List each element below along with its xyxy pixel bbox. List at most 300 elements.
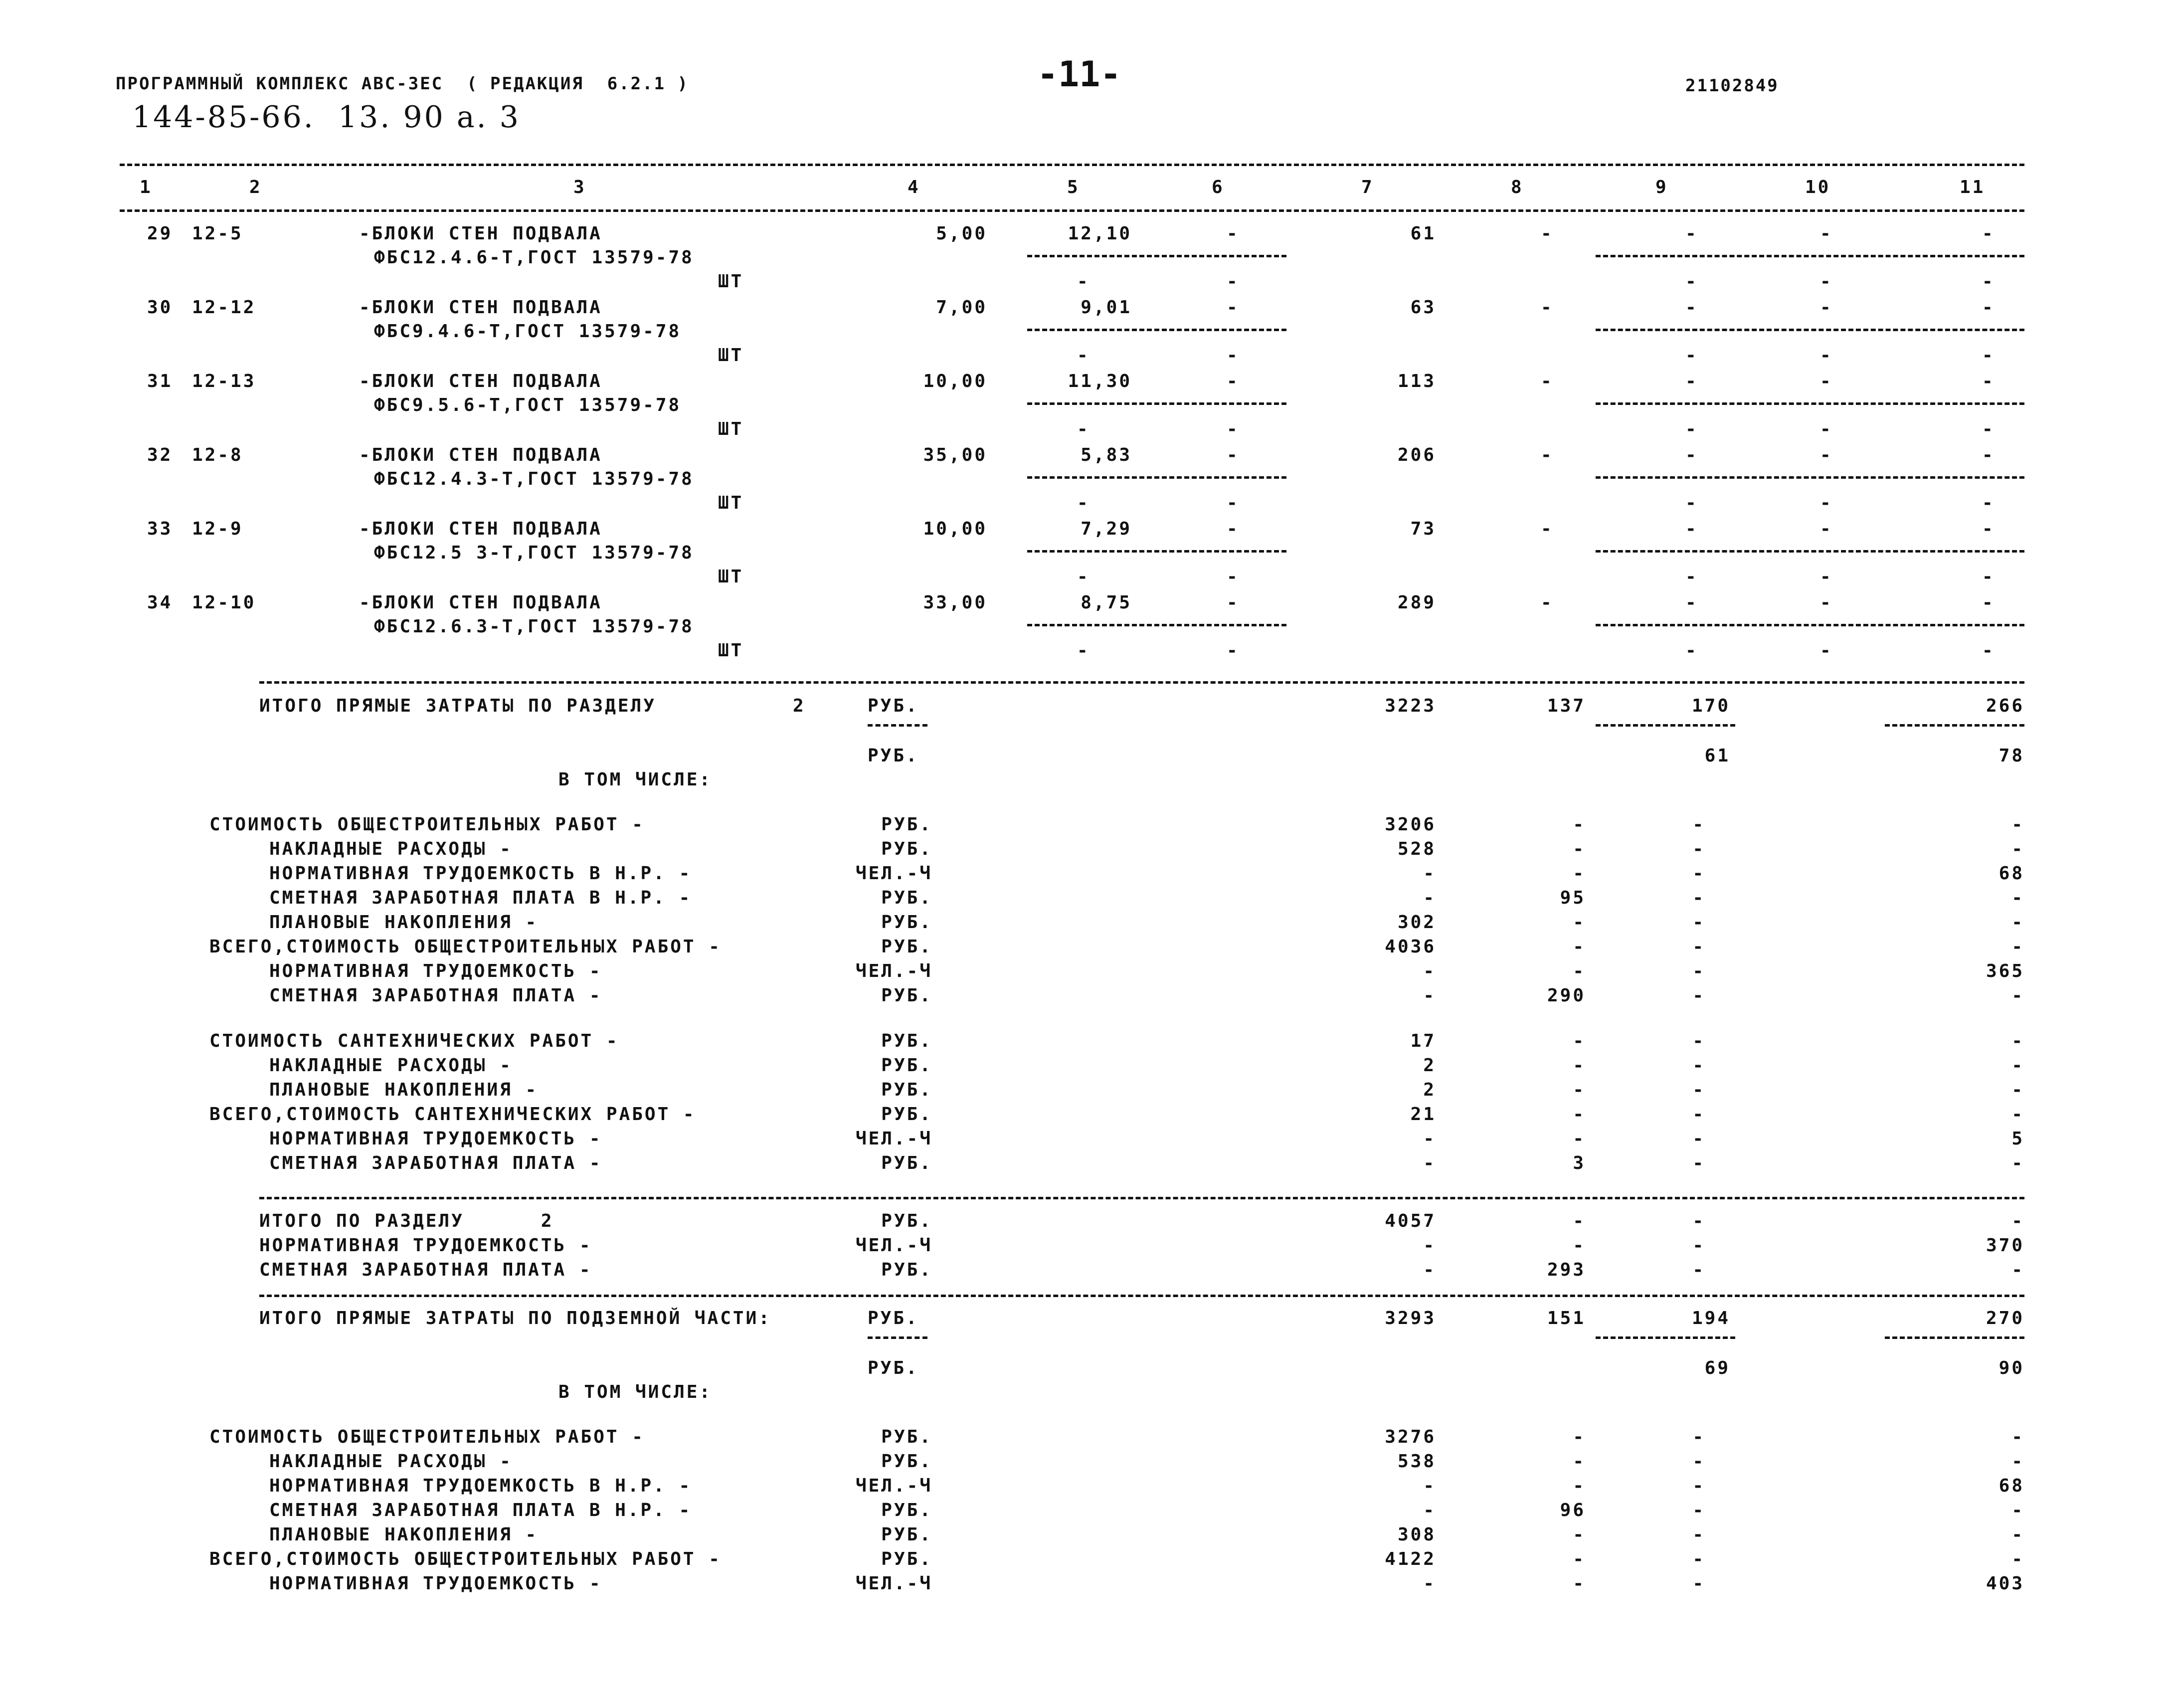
unit-rub-second: РУБ. (868, 1358, 919, 1378)
item-spec: ФБС12.4.6-Т,ГОСТ 13579-78 (374, 247, 694, 268)
summary-row-col9: - (1692, 1549, 1705, 1569)
summary-row-col9: - (1692, 912, 1705, 933)
summary-row-label: СМЕТНАЯ ЗАРАБОТНАЯ ПЛАТА В Н.Р. - (269, 888, 692, 908)
item-col8-value: - (1541, 445, 1554, 465)
item-code: 12-9 (192, 519, 243, 539)
section-total-col7: - (1423, 1235, 1436, 1256)
summary-row-col8: - (1573, 1031, 1586, 1051)
item-sub-rule (1027, 255, 1286, 257)
summary-row-col7: 4122 (1385, 1549, 1436, 1569)
summary-row-unit: РУБ. (881, 912, 932, 933)
summary-row-unit: ЧЕЛ.-Ч (855, 961, 932, 981)
section-total-col9: - (1692, 1235, 1705, 1256)
summary-row-unit: РУБ. (881, 888, 932, 908)
column-header-10: 10 (1805, 177, 1831, 197)
item-col6-value: - (1227, 297, 1240, 318)
section-number: 2 (793, 696, 806, 716)
direct-total: 3293 (1385, 1308, 1436, 1328)
item-number: 34 (147, 592, 173, 613)
item-col8-value: - (1541, 223, 1554, 244)
col9-rule (1596, 724, 1735, 727)
summary-row-col9: - (1692, 1476, 1705, 1496)
summary-row-label: СМЕТНАЯ ЗАРАБОТНАЯ ПЛАТА В Н.Р. - (269, 1500, 692, 1520)
item-col8-value: - (1541, 519, 1554, 539)
summary-row-col9: - (1692, 1153, 1705, 1173)
item-col9-value: - (1685, 223, 1698, 244)
summary-row-col8: - (1573, 961, 1586, 981)
summary-row-col7: 3276 (1385, 1427, 1436, 1447)
item-unit: ШТ (718, 567, 744, 587)
item-col8-value: - (1541, 592, 1554, 613)
item-quantity: 10,00 (923, 371, 987, 391)
including-heading: В ТОМ ЧИСЛЕ: (558, 1382, 713, 1402)
section-total-col8: 293 (1547, 1260, 1586, 1280)
item-sub-rule-right (1596, 624, 2024, 626)
item-sub-rule (1027, 402, 1286, 405)
item-quantity: 35,00 (923, 445, 987, 465)
item-unit-price: 7,29 (1081, 519, 1132, 539)
item-total: 61 (1410, 223, 1436, 244)
summary-row-col7: 3206 (1385, 814, 1436, 835)
item-code: 12-8 (192, 445, 243, 465)
item-col6-sub: - (1227, 493, 1240, 513)
summary-row-unit: РУБ. (881, 1500, 932, 1520)
doc-number: 21102849 (1685, 76, 1779, 96)
summary-row-unit: РУБ. (881, 1451, 932, 1472)
section-rule-3 (259, 1295, 2024, 1297)
summary-row-col7: 528 (1397, 839, 1436, 859)
summary-row-label: СТОИМОСТЬ ОБЩЕСТРОИТЕЛЬНЫХ РАБОТ - (209, 1427, 645, 1447)
item-col9-value: - (1685, 297, 1698, 318)
item-col10-sub: - (1820, 493, 1833, 513)
col11-rule (1885, 1336, 2024, 1339)
direct-col11-second: 90 (1998, 1358, 2024, 1378)
item-col6-value: - (1227, 223, 1240, 244)
item-col10-value: - (1820, 592, 1833, 613)
section-total-label: СМЕТНАЯ ЗАРАБОТНАЯ ПЛАТА - (259, 1260, 592, 1280)
summary-row-unit: ЧЕЛ.-Ч (855, 1476, 932, 1496)
item-col11-sub: - (1982, 567, 1995, 587)
item-col5-sub: - (1077, 419, 1090, 439)
summary-row-unit: РУБ. (881, 937, 932, 957)
item-col6-value: - (1227, 445, 1240, 465)
direct-col9-second: 61 (1704, 746, 1730, 766)
item-col11-value: - (1982, 519, 1995, 539)
item-col6-sub: - (1227, 345, 1240, 366)
item-unit: ШТ (718, 271, 744, 292)
summary-row-label: ВСЕГО,СТОИМОСТЬ САНТЕХНИЧЕСКИХ РАБОТ - (209, 1104, 696, 1125)
summary-row-col7: 538 (1397, 1451, 1436, 1472)
summary-row-col8: - (1573, 1524, 1586, 1545)
item-total: 206 (1397, 445, 1436, 465)
summary-row-col9: - (1692, 1524, 1705, 1545)
summary-row-col9: - (1692, 863, 1705, 884)
direct-col11: 270 (1986, 1308, 2024, 1328)
item-number: 29 (147, 223, 173, 244)
section-total-col11: - (2011, 1260, 2024, 1280)
summary-row-col8: 290 (1547, 985, 1586, 1006)
column-header-4: 4 (908, 177, 920, 197)
item-name: -БЛОКИ СТЕН ПОДВАЛА (359, 519, 602, 539)
item-quantity: 7,00 (936, 297, 987, 318)
section-total-col9: - (1692, 1211, 1705, 1231)
col11-rule (1885, 724, 2024, 727)
col9-rule (1596, 1336, 1735, 1339)
item-col6-value: - (1227, 371, 1240, 391)
direct-costs-label: ИТОГО ПРЯМЫЕ ЗАТРАТЫ ПО ПОДЗЕМНОЙ ЧАСТИ: (259, 1308, 771, 1328)
section-total-col9: - (1692, 1260, 1705, 1280)
summary-row-col7: - (1423, 1573, 1436, 1594)
summary-row-col11: - (2011, 1153, 2024, 1173)
unit-rub-second: РУБ. (868, 746, 919, 766)
summary-row-col8: - (1573, 863, 1586, 884)
item-col9-value: - (1685, 445, 1698, 465)
item-unit-price: 8,75 (1081, 592, 1132, 613)
item-col6-value: - (1227, 592, 1240, 613)
summary-row-col11: - (2011, 1549, 2024, 1569)
direct-col9-second: 69 (1704, 1358, 1730, 1378)
summary-row-col9: - (1692, 937, 1705, 957)
summary-row-label: СТОИМОСТЬ ОБЩЕСТРОИТЕЛЬНЫХ РАБОТ - (209, 814, 645, 835)
summary-row-col9: - (1692, 839, 1705, 859)
summary-row-unit: РУБ. (881, 1524, 932, 1545)
summary-row-col11: - (2011, 814, 2024, 835)
column-header-5: 5 (1067, 177, 1080, 197)
summary-row-col7: - (1423, 1153, 1436, 1173)
item-col10-sub: - (1820, 345, 1833, 366)
item-unit-price: 9,01 (1081, 297, 1132, 318)
direct-col8: 151 (1547, 1308, 1586, 1328)
direct-total: 3223 (1385, 696, 1436, 716)
direct-col8: 137 (1547, 696, 1586, 716)
item-quantity: 5,00 (936, 223, 987, 244)
section-total-unit: РУБ. (881, 1211, 932, 1231)
summary-row-col7: - (1423, 1476, 1436, 1496)
item-col11-value: - (1982, 297, 1995, 318)
summary-row-col11: - (2011, 888, 2024, 908)
summary-row-label: СМЕТНАЯ ЗАРАБОТНАЯ ПЛАТА - (269, 1153, 602, 1173)
item-col10-sub: - (1820, 271, 1833, 292)
section-total-col8: - (1573, 1235, 1586, 1256)
direct-costs-label: ИТОГО ПРЯМЫЕ ЗАТРАТЫ ПО РАЗДЕЛУ (259, 696, 656, 716)
summary-row-col11: 365 (1986, 961, 2024, 981)
summary-row-col8: - (1573, 1055, 1586, 1076)
item-code: 12-5 (192, 223, 243, 244)
item-number: 32 (147, 445, 173, 465)
summary-row-col9: - (1692, 1104, 1705, 1125)
direct-col11: 266 (1986, 696, 2024, 716)
section-total-unit: ЧЕЛ.-Ч (855, 1235, 932, 1256)
item-col10-sub: - (1820, 419, 1833, 439)
summary-row-col7: 2 (1423, 1055, 1436, 1076)
summary-row-label: СМЕТНАЯ ЗАРАБОТНАЯ ПЛАТА - (269, 985, 602, 1006)
item-col9-sub: - (1685, 345, 1698, 366)
summary-row-label: НОРМАТИВНАЯ ТРУДОЕМКОСТЬ В Н.Р. - (269, 863, 692, 884)
summary-row-col8: - (1573, 839, 1586, 859)
item-col6-sub: - (1227, 567, 1240, 587)
item-quantity: 33,00 (923, 592, 987, 613)
summary-row-col11: 403 (1986, 1573, 2024, 1594)
page-mark: -11- (1037, 54, 1121, 95)
item-unit: ШТ (718, 345, 744, 366)
summary-row-label: НАКЛАДНЫЕ РАСХОДЫ - (269, 1451, 513, 1472)
including-heading: В ТОМ ЧИСЛЕ: (558, 769, 713, 790)
item-col10-sub: - (1820, 567, 1833, 587)
item-code: 12-10 (192, 592, 256, 613)
item-col11-sub: - (1982, 640, 1995, 661)
summary-row-col8: - (1573, 1451, 1586, 1472)
summary-row-col7: - (1423, 961, 1436, 981)
item-spec: ФБС9.5.6-Т,ГОСТ 13579-78 (374, 395, 682, 415)
direct-col9: 170 (1691, 696, 1730, 716)
section-total-label: ИТОГО ПО РАЗДЕЛУ 2 (259, 1211, 554, 1231)
direct-col11-second: 78 (1998, 746, 2024, 766)
section-total-col8: - (1573, 1211, 1586, 1231)
summary-row-col11: 5 (2011, 1129, 2024, 1149)
summary-row-col9: - (1692, 1055, 1705, 1076)
summary-row-col7: 308 (1397, 1524, 1436, 1545)
handwritten-note: 144-85-66. 13. 90 а. 3 (132, 100, 521, 135)
section-total-col7: - (1423, 1260, 1436, 1280)
item-unit-price: 11,30 (1068, 371, 1132, 391)
item-name: -БЛОКИ СТЕН ПОДВАЛА (359, 297, 602, 318)
item-total: 289 (1397, 592, 1436, 613)
summary-row-col9: - (1692, 1129, 1705, 1149)
section-total-label: НОРМАТИВНАЯ ТРУДОЕМКОСТЬ - (259, 1235, 592, 1256)
summary-row-label: НОРМАТИВНАЯ ТРУДОЕМКОСТЬ - (269, 1573, 602, 1594)
item-number: 31 (147, 371, 173, 391)
item-spec: ФБС12.6.3-Т,ГОСТ 13579-78 (374, 616, 694, 637)
item-spec: ФБС12.5 3-Т,ГОСТ 13579-78 (374, 543, 694, 563)
summary-row-unit: РУБ. (881, 1427, 932, 1447)
program-header: ПРОГРАММНЫЙ КОМПЛЕКС АВС-ЗЕС ( РЕДАКЦИЯ 6.2.1 ) (116, 74, 690, 94)
item-col10-value: - (1820, 445, 1833, 465)
item-col10-sub: - (1820, 640, 1833, 661)
item-total: 113 (1397, 371, 1436, 391)
item-col9-sub: - (1685, 419, 1698, 439)
summary-row-col8: - (1573, 1080, 1586, 1100)
item-unit: ШТ (718, 640, 744, 661)
column-header-bottom-rule (120, 209, 2024, 212)
summary-row-col11: - (2011, 1500, 2024, 1520)
summary-row-col9: - (1692, 1500, 1705, 1520)
summary-row-col8: - (1573, 1573, 1586, 1594)
summary-row-label: НОРМАТИВНАЯ ТРУДОЕМКОСТЬ - (269, 961, 602, 981)
column-header-1: 1 (140, 177, 153, 197)
summary-row-col7: 21 (1410, 1104, 1436, 1125)
item-col5-sub: - (1077, 493, 1090, 513)
item-unit-price: 12,10 (1068, 223, 1132, 244)
summary-row-col8: - (1573, 814, 1586, 835)
unit-rub: РУБ. (868, 1308, 919, 1328)
column-header-8: 8 (1511, 177, 1524, 197)
summary-row-col7: 2 (1423, 1080, 1436, 1100)
summary-row-col11: - (2011, 937, 2024, 957)
summary-row-unit: ЧЕЛ.-Ч (855, 1573, 932, 1594)
summary-row-col8: 96 (1560, 1500, 1586, 1520)
item-spec: ФБС9.4.6-Т,ГОСТ 13579-78 (374, 321, 682, 342)
summary-row-label: НАКЛАДНЫЕ РАСХОДЫ - (269, 1055, 513, 1076)
summary-row-col7: 4036 (1385, 937, 1436, 957)
direct-col9: 194 (1691, 1308, 1730, 1328)
item-total: 63 (1410, 297, 1436, 318)
summary-row-col11: - (2011, 1104, 2024, 1125)
item-col11-value: - (1982, 223, 1995, 244)
section-total-col7: 4057 (1385, 1211, 1436, 1231)
summary-row-col11: - (2011, 1451, 2024, 1472)
summary-row-col8: - (1573, 1104, 1586, 1125)
item-col5-sub: - (1077, 271, 1090, 292)
summary-row-unit: РУБ. (881, 839, 932, 859)
item-col9-sub: - (1685, 493, 1698, 513)
unit-rub: РУБ. (868, 696, 919, 716)
summary-row-col8: - (1573, 1549, 1586, 1569)
item-col10-value: - (1820, 519, 1833, 539)
summary-row-col11: - (2011, 1427, 2024, 1447)
unit-rule (868, 1336, 927, 1339)
summary-row-col9: - (1692, 1573, 1705, 1594)
summary-row-col11: - (2011, 1055, 2024, 1076)
summary-row-unit: РУБ. (881, 1153, 932, 1173)
summary-row-unit: ЧЕЛ.-Ч (855, 863, 932, 884)
summary-row-unit: РУБ. (881, 1549, 932, 1569)
item-sub-rule-right (1596, 255, 2024, 257)
summary-row-col7: - (1423, 863, 1436, 884)
section-rule-1 (259, 681, 2024, 684)
item-sub-rule-right (1596, 476, 2024, 479)
summary-row-col8: 3 (1573, 1153, 1586, 1173)
summary-row-col11: - (2011, 839, 2024, 859)
item-quantity: 10,00 (923, 519, 987, 539)
summary-row-label: ВСЕГО,СТОИМОСТЬ ОБЩЕСТРОИТЕЛЬНЫХ РАБОТ - (209, 1549, 722, 1569)
summary-row-col7: - (1423, 1500, 1436, 1520)
summary-row-col8: - (1573, 1476, 1586, 1496)
summary-row-col8: - (1573, 1129, 1586, 1149)
summary-row-label: ПЛАНОВЫЕ НАКОПЛЕНИЯ - (269, 1080, 539, 1100)
column-header-11: 11 (1960, 177, 1986, 197)
summary-row-col9: - (1692, 814, 1705, 835)
summary-row-col8: - (1573, 937, 1586, 957)
unit-rule (868, 724, 927, 727)
item-unit: ШТ (718, 419, 744, 439)
item-sub-rule-right (1596, 402, 2024, 405)
item-name: -БЛОКИ СТЕН ПОДВАЛА (359, 445, 602, 465)
summary-row-label: НАКЛАДНЫЕ РАСХОДЫ - (269, 839, 513, 859)
item-col5-sub: - (1077, 345, 1090, 366)
summary-row-unit: РУБ. (881, 985, 932, 1006)
summary-row-col8: - (1573, 912, 1586, 933)
item-code: 12-12 (192, 297, 256, 318)
summary-row-label: ПЛАНОВЫЕ НАКОПЛЕНИЯ - (269, 912, 539, 933)
item-col11-sub: - (1982, 345, 1995, 366)
summary-row-col9: - (1692, 961, 1705, 981)
summary-row-unit: РУБ. (881, 814, 932, 835)
item-col10-value: - (1820, 371, 1833, 391)
item-col5-sub: - (1077, 567, 1090, 587)
item-col9-value: - (1685, 519, 1698, 539)
column-header-2: 2 (249, 177, 262, 197)
item-name: -БЛОКИ СТЕН ПОДВАЛА (359, 223, 602, 244)
summary-row-col7: - (1423, 985, 1436, 1006)
item-unit: ШТ (718, 493, 744, 513)
item-sub-rule (1027, 329, 1286, 331)
summary-row-col7: - (1423, 1129, 1436, 1149)
item-col11-sub: - (1982, 419, 1995, 439)
item-col11-sub: - (1982, 493, 1995, 513)
summary-row-label: ПЛАНОВЫЕ НАКОПЛЕНИЯ - (269, 1524, 539, 1545)
column-header-7: 7 (1361, 177, 1374, 197)
item-col6-sub: - (1227, 640, 1240, 661)
item-col8-value: - (1541, 297, 1554, 318)
item-col10-value: - (1820, 297, 1833, 318)
summary-row-col11: 68 (1998, 863, 2024, 884)
summary-row-col9: - (1692, 888, 1705, 908)
item-col11-value: - (1982, 371, 1995, 391)
summary-row-col11: - (2011, 1080, 2024, 1100)
column-header-6: 6 (1212, 177, 1225, 197)
item-code: 12-13 (192, 371, 256, 391)
column-header-9: 9 (1655, 177, 1668, 197)
summary-row-col7: - (1423, 888, 1436, 908)
item-col6-sub: - (1227, 419, 1240, 439)
item-col9-value: - (1685, 371, 1698, 391)
item-name: -БЛОКИ СТЕН ПОДВАЛА (359, 371, 602, 391)
summary-row-col7: 302 (1397, 912, 1436, 933)
item-col8-value: - (1541, 371, 1554, 391)
item-col9-sub: - (1685, 567, 1698, 587)
summary-row-col9: - (1692, 1451, 1705, 1472)
summary-row-label: НОРМАТИВНАЯ ТРУДОЕМКОСТЬ В Н.Р. - (269, 1476, 692, 1496)
summary-row-col9: - (1692, 1080, 1705, 1100)
summary-row-col9: - (1692, 985, 1705, 1006)
section-total-col11: 370 (1986, 1235, 2024, 1256)
item-col10-value: - (1820, 223, 1833, 244)
item-col5-sub: - (1077, 640, 1090, 661)
item-number: 30 (147, 297, 173, 318)
item-sub-rule-right (1596, 550, 2024, 553)
summary-row-label: НОРМАТИВНАЯ ТРУДОЕМКОСТЬ - (269, 1129, 602, 1149)
item-number: 33 (147, 519, 173, 539)
item-sub-rule (1027, 550, 1286, 553)
summary-row-unit: РУБ. (881, 1080, 932, 1100)
summary-row-label: ВСЕГО,СТОИМОСТЬ ОБЩЕСТРОИТЕЛЬНЫХ РАБОТ - (209, 937, 722, 957)
item-col9-sub: - (1685, 271, 1698, 292)
item-unit-price: 5,83 (1081, 445, 1132, 465)
summary-row-col11: - (2011, 1524, 2024, 1545)
summary-row-col11: - (2011, 985, 2024, 1006)
item-col9-value: - (1685, 592, 1698, 613)
section-rule-2 (259, 1197, 2024, 1199)
table-top-rule (120, 164, 2024, 166)
item-col6-value: - (1227, 519, 1240, 539)
summary-row-col9: - (1692, 1427, 1705, 1447)
summary-row-unit: РУБ. (881, 1055, 932, 1076)
item-col6-sub: - (1227, 271, 1240, 292)
item-name: -БЛОКИ СТЕН ПОДВАЛА (359, 592, 602, 613)
summary-row-col11: - (2011, 1031, 2024, 1051)
item-spec: ФБС12.4.3-Т,ГОСТ 13579-78 (374, 469, 694, 489)
item-total: 73 (1410, 519, 1436, 539)
item-col11-sub: - (1982, 271, 1995, 292)
summary-row-unit: РУБ. (881, 1031, 932, 1051)
section-total-unit: РУБ. (881, 1260, 932, 1280)
summary-row-col8: - (1573, 1427, 1586, 1447)
item-col11-value: - (1982, 592, 1995, 613)
summary-row-col9: - (1692, 1031, 1705, 1051)
item-sub-rule (1027, 624, 1286, 626)
column-header-3: 3 (573, 177, 586, 197)
section-total-col11: - (2011, 1211, 2024, 1231)
